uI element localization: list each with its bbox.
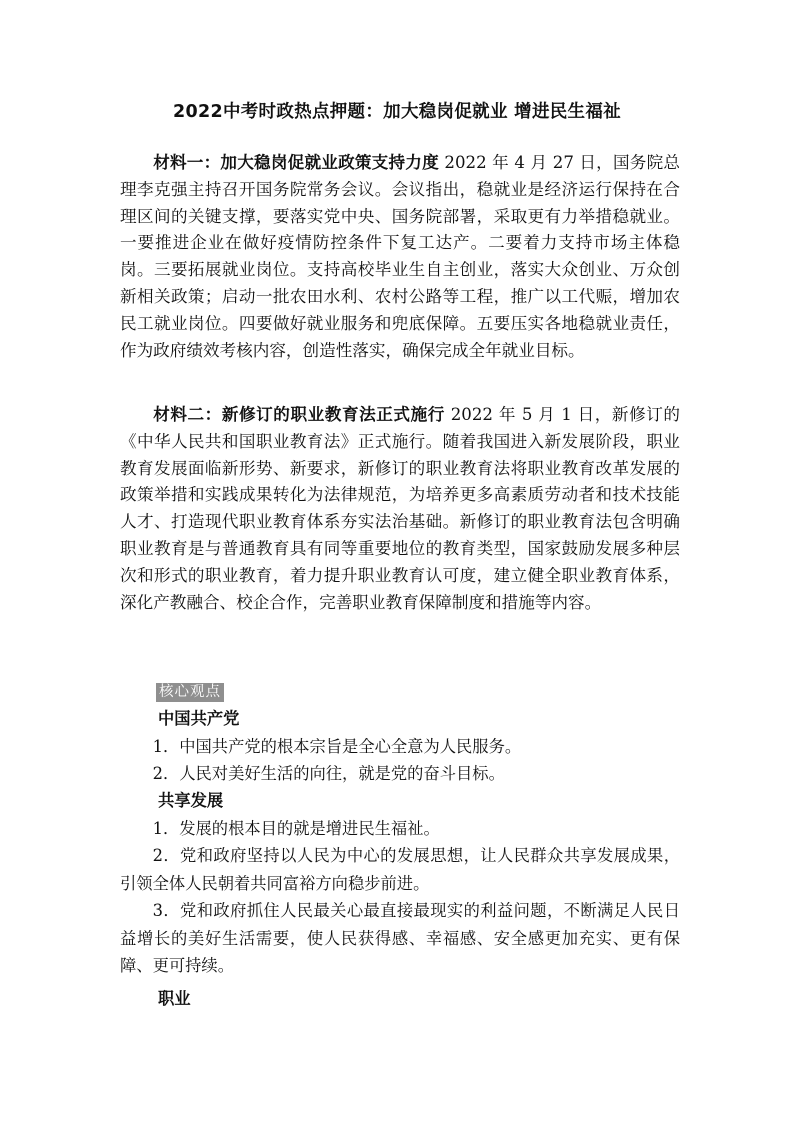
section-item: 2．党和政府坚持以人民为中心的发展思想，让人民群众共享发展成果，引领全体人民朝着共同富裕方向稳步前进。 xyxy=(120,846,680,893)
section-item: 3．党和政府抓住人民最关心最直接最现实的利益问题，不断满足人民日益增长的美好生活需要，使人民获得感、幸福感、安全感更加充实、更有保障、更可持续。 xyxy=(120,901,680,975)
material-two-lead: 材料二：新修订的职业教育法正式施行 xyxy=(153,405,445,424)
document-title: 2022中考时政热点押题：加大稳岗促就业 增进民生福祉 xyxy=(173,102,621,122)
section-item: 1．发展的根本目的就是增进民生福祉。 xyxy=(152,818,440,838)
material-one-paragraph xyxy=(120,150,680,364)
material-one xyxy=(120,150,680,364)
material-two xyxy=(120,402,680,616)
core-viewpoint-label: 核心观点 xyxy=(156,683,224,702)
material-one-body: 2022 年 4 月 27 日，国务院总理李克强主持召开国务院常务会议。会议指出，稳就业是经济运行保持在合理区间的关键支撑，要落实党中央、国务院部署，采取更有力举措稳就业。一要推进企业在做好疫情防控条件下复工达产。二要着力支持市场主体稳岗。三要拓展就业岗位。支持高校毕业生自主创业，落实大众创业、万众创新相关政策；启动一批农田水利、农村公路等工程，推广以工代赈，增加农民工就业岗位。四要做好就业服务和兜底保障。五要压实各地稳就业责任，作为政府绩效考核内容，创造性落实，确保完成全年就业目标。 xyxy=(120,153,680,360)
material-two-body: 2022 年 5 月 1 日，新修订的《中华人民共和国职业教育法》正式施行。随着我国进入新发展阶段，职业教育发展面临新形势、新要求，新修订的职业教育法将职业教育改革发展的政策举措和实践成果转化为法律规范，为培养更多高素质劳动者和技术技能人才、打造现代职业教育体系夯实法治基础。新修订的职业教育法包含明确职业教育是与普通教育具有同等重要地位的教育类型，国家鼓励发展多种层次和形式的职业教育，着力提升职业教育认可度，建立健全职业教育体系，深化产教融合、校企合作，完善职业教育保障制度和措施等内容。 xyxy=(120,405,681,612)
material-one-lead: 材料一：加大稳岗促就业政策支持力度 xyxy=(153,153,439,172)
section-shared-development xyxy=(120,787,680,980)
material-two-paragraph xyxy=(120,402,680,616)
section-party xyxy=(120,705,680,788)
section-career xyxy=(120,985,680,1013)
section-item: 2．人民对美好生活的向往，就是党的奋斗目标。 xyxy=(152,764,505,783)
section-item: 1．中国共产党的根本宗旨是全心全意为人民服务。 xyxy=(152,736,522,756)
section-heading: 中国共产党 xyxy=(158,709,240,728)
section-heading: 职业 xyxy=(158,989,191,1008)
section-heading: 共享发展 xyxy=(158,791,224,810)
